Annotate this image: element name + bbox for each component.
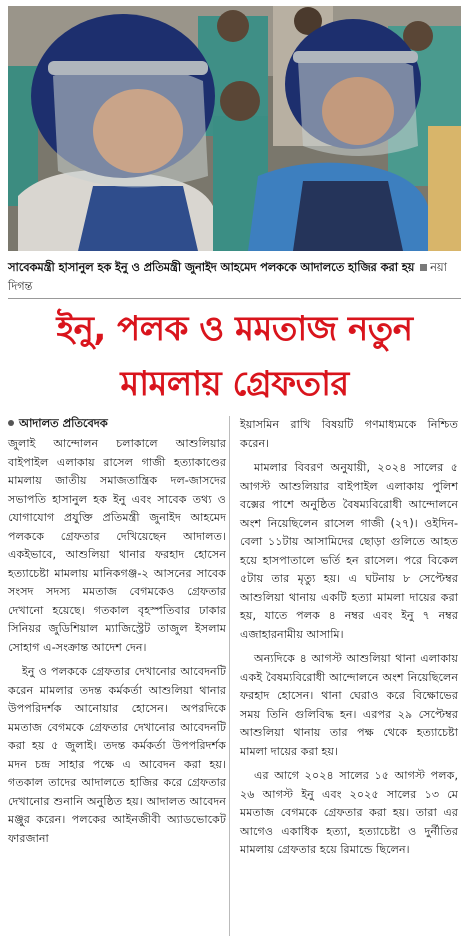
caption-text: সাবেকমন্ত্রী হাসানুল হক ইনু ও প্রতিমন্ত্রী জুনাইদ আহমেদ পলককে আদালতে হাজির করা হয় <box>8 260 415 274</box>
paragraph: অন্যদিকে ৪ আগস্ট আশুলিয়া থানা এলাকায় একই বৈষম্যবিরোধী আন্দোলনে অংশ নিয়েছিলেন ফরহাদ হোসেন। থানা ঘেরাও করে বিক্ষোভের সময় তিনি গুলিবিদ্ধ হন। এরপর ২৯ সেপ্টেম্বর আশুলিয়া থানায় তার পক্ষ থেকে হত্যাচেষ্টা মামলা দায়ের করা হয়। <box>240 652 458 758</box>
article-column-left <box>8 414 226 854</box>
paragraph: ইনু ও পলককে গ্রেফতার দেখানোর আবেদনটি করেন মামলার তদন্ত কর্মকর্তা আশুলিয়া থানার উপপরিদর্শক আনোয়ার হোসেন। অপরদিকে মমতাজ বেগমকে গ্রেফতার দেখানোর আবেদনটি করা হয় ৫ জুলাই। তদন্ত কর্মকর্তা উপপরিদর্শক মদন চন্দ্র সাহার পক্ষে এ আবেদন করা হয়। গতকাল তাদের আদালতে হাজির করে গ্রেফতার দেখানোর শুনানি অনুষ্ঠিত হয়। আদালত আবেদন মঞ্জুর করেন। পলকের আইনজীবী অ্যাডভোকেট ফারজানা <box>8 665 226 845</box>
byline <box>8 414 226 432</box>
column-divider <box>229 416 230 936</box>
caption-divider <box>8 298 461 299</box>
news-photo <box>8 6 461 251</box>
photo-caption <box>8 258 461 296</box>
paragraph: এর আগে ২০২৪ সালের ১৫ আগস্ট পলক, ২৬ আগস্ট ইনু এবং ২০২৫ সালের ১৩ মে মমতাজ বেগমকে গ্রেফতার করা হয়। তারা এর আগেও একাধিক হত্যা, হত্যাচেষ্টা ও দুর্নীতির মামলায় গ্রেফতার হয়ে রিমান্ডে ছিলেন। <box>240 769 458 856</box>
caption-source: নয়া দিগন্ত <box>8 260 447 293</box>
byline-text: আদালত প্রতিবেদক <box>19 416 108 430</box>
paragraph: মামলার বিবরণ অনুযায়ী, ২০২৪ সালের ৫ আগস্ট আশুলিয়ার বাইপাইল এলাকায় পুলিশ বক্সের পাশে অনুষ্ঠিত বৈষম্যবিরোধী আন্দোলনে অংশ নিয়েছিলেন রাসেল গাজী (২৭)। ওইদিন-বেলা ১১টায় আসামিদের ছোড়া গুলিতে আহত হয়ে হাসপাতালে ভর্তি হন রাসেল। পরে বিকেল ৫টায় তার মৃত্যু হয়। এ ঘটনায় ৮ সেপ্টেম্বর আশুলিয়া থানায় একটি হত্যা মামলা দায়ের করা হয়, যাতে পলক ৪ নম্বর এবং ইনু ৭ নম্বর এজাহারনামীয় আসামি। <box>240 461 458 641</box>
paragraph: জুলাই আন্দোলন চলাকালে আশুলিয়ার বাইপাইল এলাকায় রাসেল গাজী হত্যাকাণ্ডের মামলায় জাতীয় সমাজতান্ত্রিক দল-জাসদের সভাপতি হাসানুল হক ইনু এবং সাবেক তথ্য ও যোগাযোগ প্রযুক্তি প্রতিমন্ত্রী জুনাইদ আহমেদ পলককে গ্রেফতার দেখিয়েছেন আদালত। একইভাবে, আশুলিয়া থানার ফরহাদ হোসেন হত্যাচেষ্টা মামলায় মানিকগঞ্জ-২ আসনের সাবেক সংসদ সদস্য মমতাজ বেগমকেও গ্রেফতার দেখানো হয়েছে। গতকাল বৃহস্পতিবার ঢাকার সিনিয়র জুডিশিয়াল ম্যাজিস্ট্রেট তাজুল ইসলাম সোহাগ এ-সংক্রান্ত আদেশ দেন। <box>8 437 226 654</box>
headline <box>0 302 469 412</box>
headline-line-2: মামলায় গ্রেফতার <box>120 364 349 404</box>
headline-line-1: ইনু, পলক ও মমতাজ নতুন <box>56 309 413 349</box>
article-column-right <box>240 416 458 866</box>
bullet-icon <box>8 420 14 426</box>
paragraph: ইয়াসমিন রাখি বিষয়টি গণমাধ্যমকে নিশ্চিত করেন। <box>240 418 458 450</box>
photo-illustration <box>8 6 461 251</box>
square-bullet-icon <box>420 264 427 271</box>
